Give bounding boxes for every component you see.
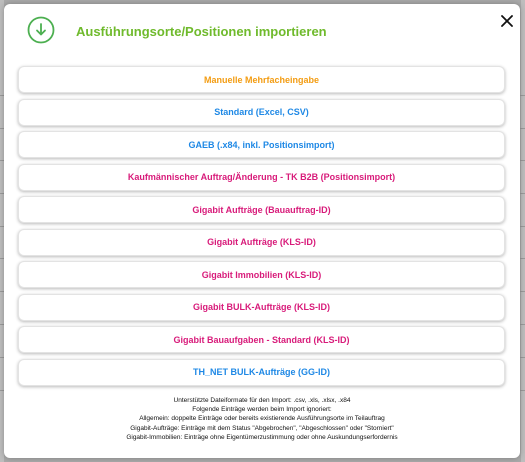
info-gigabit-properties-rule: Gigabit-Immobilien: Einträge ohne Eigentümerzustimmung oder ohne Auskundungserfordernis <box>126 433 398 441</box>
dialog-header <box>4 4 520 60</box>
background-edge-right <box>521 0 525 462</box>
option-gigabit-auftraege-kls[interactable] <box>18 229 505 256</box>
option-label: Gigabit Bauaufgaben - Standard (KLS-ID) <box>173 334 350 345</box>
option-gigabit-auftraege-bauauftrag[interactable] <box>18 196 505 223</box>
option-label: Kaufmännischer Auftrag/Änderung - TK B2B (Positionsimport) <box>127 172 396 182</box>
dialog-title: Ausführungsorte/Positionen importieren <box>76 24 327 39</box>
option-gaeb-import[interactable] <box>18 131 505 158</box>
import-dialog <box>4 4 520 458</box>
download-icon <box>26 15 56 45</box>
option-manual-multi-entry[interactable] <box>18 66 505 93</box>
option-gigabit-immobilien-kls[interactable] <box>18 261 505 288</box>
option-standard-excel-csv[interactable] <box>18 99 505 126</box>
info-general-rule: Allgemein: doppelte Einträge oder bereits existierende Ausführungsorte im Teilauftrag <box>139 415 385 423</box>
option-label: Gigabit Aufträge (KLS-ID) <box>207 237 316 247</box>
option-label: TH_NET BULK-Aufträge (GG-ID) <box>193 367 330 377</box>
option-label: Gigabit Immobilien (KLS-ID) <box>201 269 322 280</box>
close-icon[interactable] <box>496 10 518 32</box>
option-label: Gigabit Aufträge (Bauauftrag-ID) <box>192 204 331 215</box>
info-supported-formats: Unterstützte Dateiformate für den Import: .csv, .xls, .xlsx, .x84 <box>173 397 351 404</box>
option-th-net-bulk-gg[interactable] <box>18 359 505 386</box>
info-ignored-heading: Folgende Einträge werden beim Import ignoriert: <box>192 406 332 414</box>
option-gigabit-bulk-kls[interactable] <box>18 294 505 321</box>
option-label: Manuelle Mehrfacheingabe <box>203 74 320 85</box>
option-label: GAEB (.x84, inkl. Positionsimport) <box>188 139 335 150</box>
option-gigabit-bauaufgaben-standard[interactable] <box>18 326 505 353</box>
option-label: Standard (Excel, CSV) <box>214 107 309 117</box>
import-info-text <box>4 396 520 442</box>
import-option-list <box>18 66 505 391</box>
info-gigabit-orders-rule: Gigabit-Aufträge: Einträge mit dem Status "Abgebrochen", "Abgeschlossen" oder "Storniert" <box>130 424 394 432</box>
option-label: Gigabit BULK-Aufträge (KLS-ID) <box>193 302 330 312</box>
option-kaufmaennischer-auftrag[interactable] <box>18 164 505 191</box>
